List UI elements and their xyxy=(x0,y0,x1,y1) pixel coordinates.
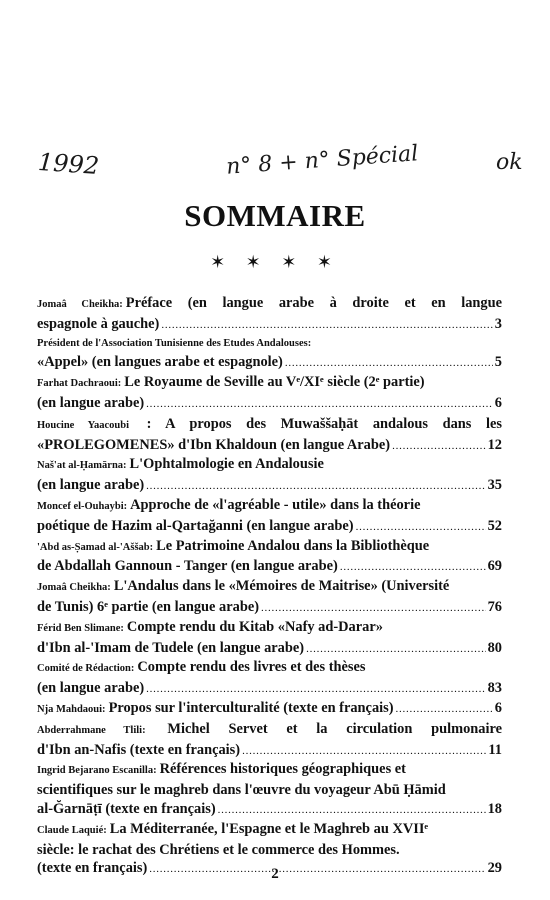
entry-title-line: Le Royaume de Seville au Vᵉ/XIᵉ siècle (2ᵉ partie) xyxy=(124,374,425,391)
dot-leader xyxy=(146,476,485,496)
dot-leader xyxy=(340,557,486,577)
toc-entry xyxy=(37,720,502,761)
handwritten-issue-note: n° 8 + n° Spécial xyxy=(225,141,420,180)
toc-entry xyxy=(37,455,502,496)
toc-entry xyxy=(37,373,502,414)
entry-author: Nja Mahdaoui: xyxy=(37,703,106,715)
entry-title-line: (en langue arabe) xyxy=(37,477,145,494)
entry-title-line: Compte rendu du Kitab «Nafy ad-Darar» xyxy=(126,618,383,635)
entry-title-line: L'Ophtalmologie en Andalousie xyxy=(129,456,324,473)
toc-entry xyxy=(37,577,502,618)
page-title: SOMMAIRE xyxy=(184,198,366,233)
entry-title-line: Propos sur l'interculturalité (texte en français) xyxy=(108,699,394,716)
entry-author: Président de l'Association Tunisienne des Etudes Andalouses: xyxy=(37,337,312,349)
dot-leader xyxy=(285,353,493,373)
entry-author: Jomaâ Cheikha: xyxy=(37,299,123,310)
entry-page-number: 12 xyxy=(487,436,502,453)
entry-author: Jomaâ Cheikha: xyxy=(37,582,111,594)
toc-entry xyxy=(37,415,502,456)
entry-title-line: d'Ibn al-'Imam de Tudele (en langue arabe) xyxy=(37,639,305,656)
entry-page-number: 76 xyxy=(487,598,502,615)
dot-leader xyxy=(306,639,486,659)
toc-entry xyxy=(37,537,502,578)
entry-title-line: (en langue arabe) xyxy=(37,394,145,411)
entry-title-line: de Abdallah Gannoun - Tanger (en langue arabe) xyxy=(37,558,338,575)
entry-title-line: Le Patrimoine Andalou dans la Bibliothèque xyxy=(156,537,430,554)
entry-author: Comité de Rédaction: xyxy=(37,663,135,675)
entry-title-line: La Méditerranée, l'Espagne et le Maghreb au XVIIᵉ xyxy=(109,820,429,837)
dot-leader xyxy=(146,394,493,414)
entry-title-line: Références historiques géographiques et xyxy=(159,761,406,778)
decorative-stars: ✶ ✶ ✶ ✶ xyxy=(210,252,340,272)
entry-title-line: scientifiques sur le maghreb dans l'œuvre du voyageur Abū Ḥāmid xyxy=(37,782,446,799)
entry-page-number: 6 xyxy=(494,699,502,716)
dot-leader xyxy=(396,699,493,719)
entry-title-line: «Appel» (en langues arabe et espagnole) xyxy=(37,354,283,371)
entry-title-line: Michel Servet et la circulation pulmonaire xyxy=(167,720,502,737)
toc-entry xyxy=(37,699,502,720)
entry-title-line: «PROLEGOMENES» d'Ibn Khaldoun (en langue Arabe) xyxy=(37,436,391,453)
entry-title-line: L'Andalus dans le «Mémoires de Maitrise» (Université xyxy=(113,578,450,595)
entry-author: Abderrahmane Tlili: xyxy=(37,724,146,736)
entry-page-number: 83 xyxy=(487,680,502,697)
entry-page-number: 69 xyxy=(487,558,502,575)
toc-entry xyxy=(37,760,502,819)
toc-entry xyxy=(37,294,502,335)
entry-title-line: de Tunis) 6ᵉ partie (en langue arabe) xyxy=(37,598,259,615)
entry-author: Naš'at al-Ḥamārna: xyxy=(37,460,127,472)
entry-title-line: siècle: le rachat des Chrétiens et le commerce des Hommes. xyxy=(37,841,400,858)
entry-page-number: 3 xyxy=(494,315,502,332)
entry-title-line: d'Ibn an-Nafis (texte en français) xyxy=(37,741,241,758)
toc-entry xyxy=(37,658,502,699)
toc-entry xyxy=(37,496,502,537)
page-number: 2 xyxy=(271,866,279,882)
handwritten-ok-mark: ok xyxy=(496,150,523,175)
entry-author: Houcine Yaacoubi xyxy=(37,419,129,431)
entry-page-number: 80 xyxy=(487,639,502,656)
entry-author: Férid Ben Slimane: xyxy=(37,622,124,634)
entry-page-number: 6 xyxy=(494,394,502,411)
entry-page-number: 29 xyxy=(487,860,502,877)
entry-author: 'Abd as-Ṣamad al-'Aššab: xyxy=(37,541,154,553)
entry-author: Moncef el-Ouhaybi: xyxy=(37,500,128,512)
entry-title-line: (texte en français) xyxy=(37,860,148,877)
entry-title-line: al-Ğarnāṭī (texte en français) xyxy=(37,800,216,817)
toc-entry xyxy=(37,335,502,374)
entry-page-number: 18 xyxy=(487,800,502,817)
entry-page-number: 11 xyxy=(488,741,502,758)
entry-title-line: Compte rendu des livres et des thèses xyxy=(137,659,366,676)
entry-author: Ingrid Bejarano Escanilla: xyxy=(37,765,157,777)
entry-title-line: espagnole à gauche) xyxy=(37,315,160,332)
entry-title-line: Préface (en langue arabe à droite et en langue xyxy=(125,295,502,311)
entry-title-line: poétique de Hazim al-Qartağanni (en langue arabe) xyxy=(37,517,354,534)
dot-leader xyxy=(392,436,486,456)
entry-page-number: 52 xyxy=(487,517,502,534)
dot-leader xyxy=(261,598,486,618)
entry-author: Farhat Dachraoui: xyxy=(37,378,122,390)
entry-title-line: : A propos des Muwaššaḥāt andalous dans les xyxy=(146,415,502,432)
dot-leader xyxy=(161,315,492,335)
dot-leader xyxy=(218,800,486,820)
handwritten-year: 1992 xyxy=(37,147,100,181)
dot-leader xyxy=(356,517,486,537)
entry-page-number: 5 xyxy=(494,354,502,371)
entry-page-number: 35 xyxy=(487,477,502,494)
entry-title-line: Approche de «l'agréable - utile» dans la théorie xyxy=(130,496,421,513)
toc-entry xyxy=(37,618,502,659)
table-of-contents xyxy=(37,294,502,879)
dot-leader xyxy=(146,679,485,699)
entry-author: Claude Laquié: xyxy=(37,824,107,836)
entry-title-line: (en langue arabe) xyxy=(37,680,145,697)
dot-leader xyxy=(242,741,486,761)
